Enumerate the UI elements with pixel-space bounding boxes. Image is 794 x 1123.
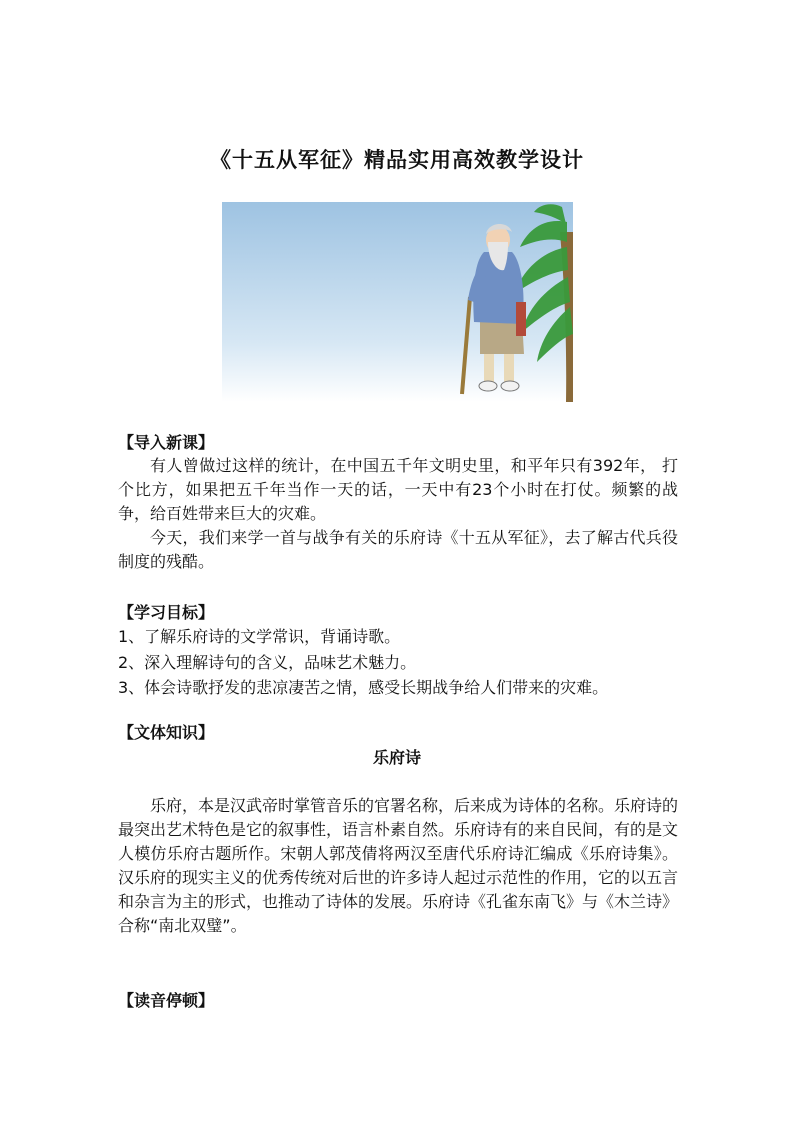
genre-paragraph: 乐府，本是汉武帝时掌管音乐的官署名称，后来成为诗体的名称。乐府诗的最突出艺术特色是它的叙事性，语言朴素自然。乐府诗有的来自民间，有的是文人模仿乐府古题所作。宋朝人郭茂倩将两汉至唐代乐府诗汇编成《乐府诗集》。汉乐府的现实主义的优秀传统对后世的许多诗人起过示范性的作用，它的以五言和杂言为主的形式，也推动了诗体的发展。乐府诗《孔雀东南飞》与《木兰诗》合称“南北双璧”。 [118,796,679,935]
section-heading-intro: 【导入新课】 [118,433,215,452]
goal-item-2: 2、深入理解诗句的含义，品味艺术魅力。 [118,653,417,672]
section-heading-reading: 【读音停顿】 [118,991,215,1010]
section-heading-goals: 【学习目标】 [118,603,215,622]
intro-paragraph-1: 有人曾做过这样的统计，在中国五千年文明史里，和平年只有392年， 打个比方，如果把五千年当作一天的话，一天中有23个小时在打仗。频繁的战争，给百姓带来巨大的灾难。 [118,456,678,523]
document-title: 《十五从军征》精品实用高效教学设计 [210,148,584,172]
intro-paragraph-2: 今天，我们来学一首与战争有关的乐府诗《十五从军征》，去了解古代兵役制度的残酷。 [118,528,678,571]
goal-item-3: 3、体会诗歌抒发的悲凉凄苦之情，感受长期战争给人们带来的灾难。 [118,678,609,697]
goal-item-1: 1、了解乐府诗的文学常识，背诵诗歌。 [118,627,401,646]
section-heading-genre: 【文体知识】 [118,723,215,742]
genre-subtitle: 乐府诗 [372,748,421,767]
illustration-old-soldier [222,202,573,402]
old-soldier-image [222,202,573,402]
